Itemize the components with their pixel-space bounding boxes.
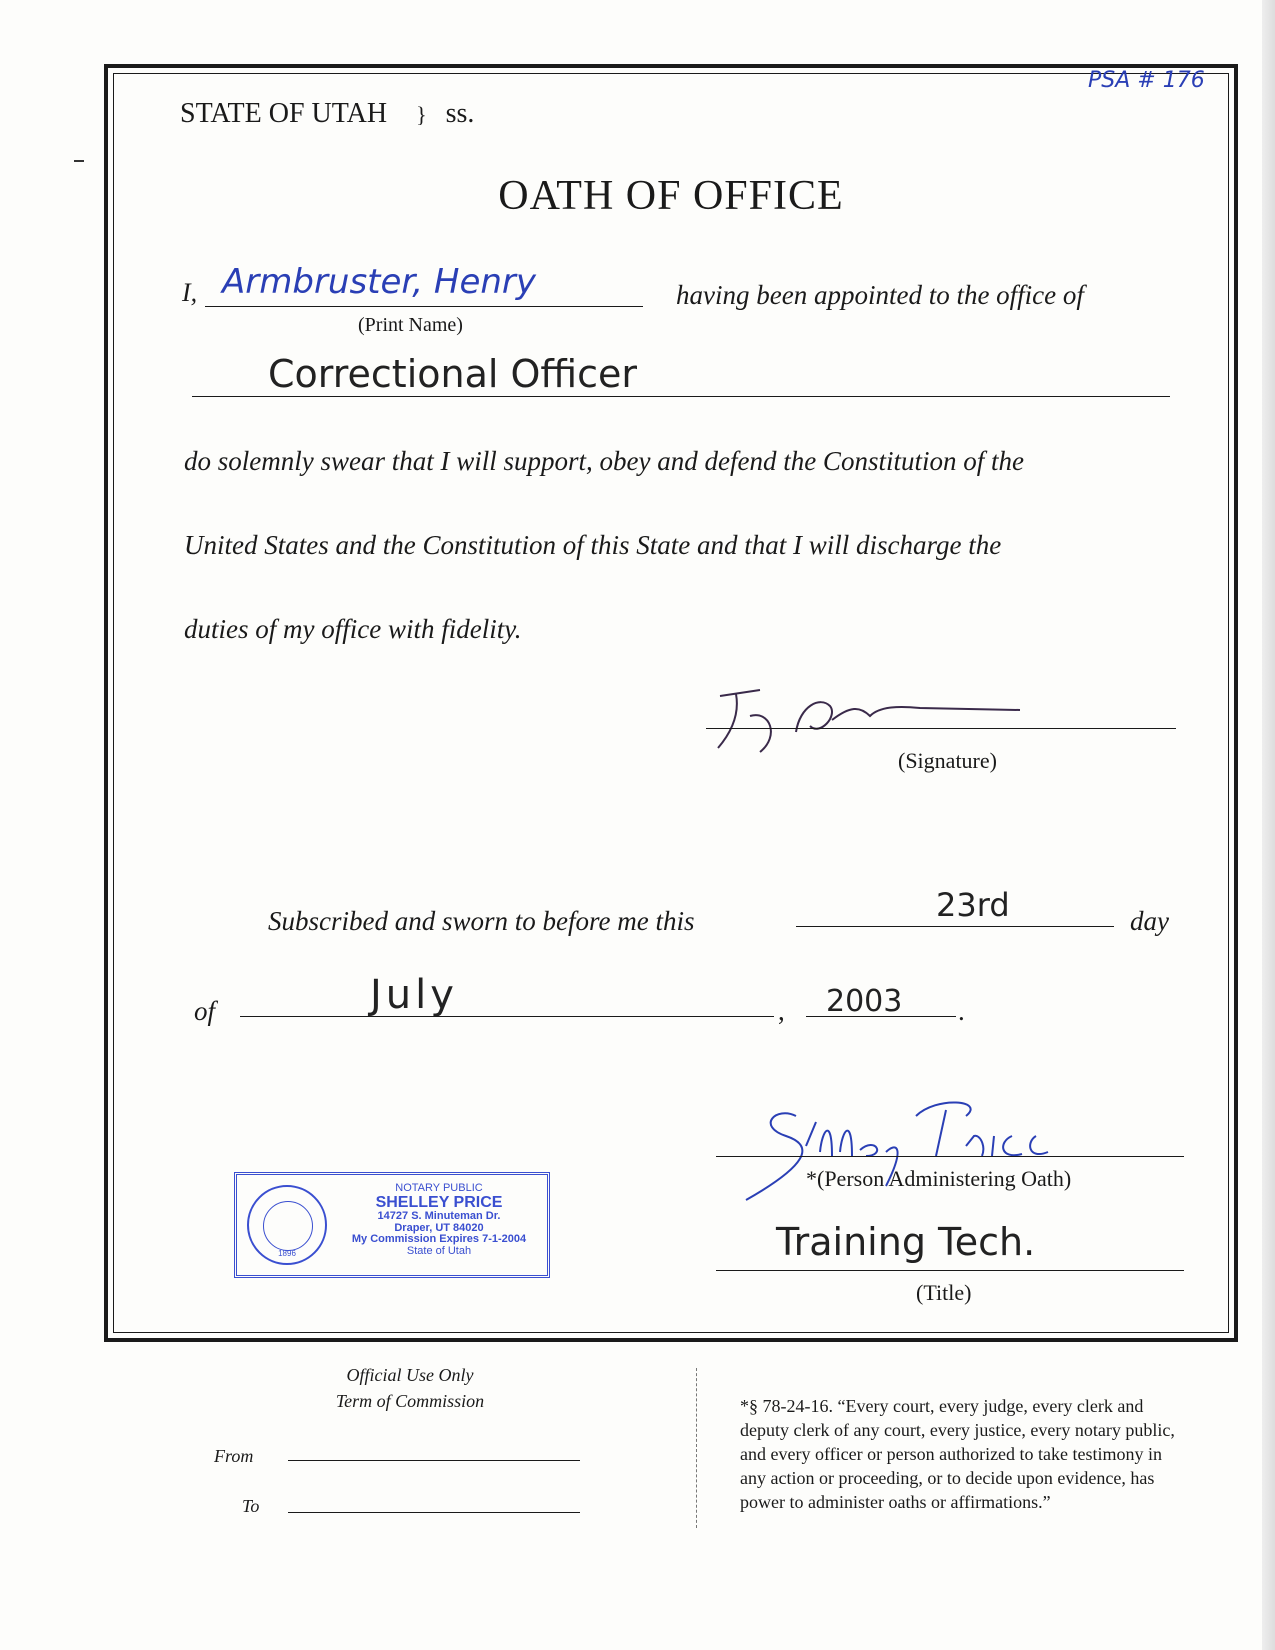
from-label: From (214, 1446, 254, 1466)
year-value: 2003 (826, 984, 903, 1019)
year-line (806, 1016, 956, 1017)
oath-line-1: do solemnly swear that I will support, obey and defend the Constitution of the (184, 446, 1024, 476)
subscribed-text: Subscribed and sworn to before me this (268, 906, 695, 936)
notary-stamp (234, 1172, 550, 1278)
signature-label: (Signature) (898, 748, 997, 773)
day-label: day (1130, 906, 1169, 936)
period: . (958, 996, 965, 1026)
name-line (205, 306, 643, 307)
appointed-text: having been appointed to the office of (676, 280, 1084, 310)
print-name-label: (Print Name) (358, 314, 463, 336)
administrator-line (716, 1156, 1184, 1157)
state-seal-icon: 1896 (247, 1185, 327, 1265)
day-line (796, 926, 1114, 927)
title-label: (Title) (916, 1280, 972, 1305)
title-line (716, 1270, 1184, 1271)
scan-speck (74, 160, 84, 162)
stamp-line-5: My Commission Expires 7-1-2004 (351, 1233, 527, 1246)
from-line (288, 1460, 580, 1461)
official-use-block (270, 1362, 550, 1414)
official-use-label: Official Use Only (346, 1365, 474, 1385)
file-number: PSA # 176 (1088, 68, 1205, 93)
page-title: OATH OF OFFICE (498, 173, 844, 219)
statute-line-2: deputy clerk of any court, every justice, every notary public, (740, 1420, 1175, 1440)
stamp-line-2: SHELLEY PRICE (375, 1193, 503, 1211)
month-value: July (370, 972, 458, 1018)
statute-line-3: and every officer or person authorized to take testimony in (740, 1444, 1163, 1464)
statute-line-1: *§ 78-24-16. “Every court, every judge, every clerk and (740, 1396, 1144, 1416)
term-label: Term of Commission (335, 1391, 485, 1411)
i-prefix: I, (182, 278, 198, 307)
comma: , (778, 996, 785, 1026)
administering-label: *(Person Administering Oath) (806, 1166, 1072, 1191)
office-value: Correctional Officer (268, 352, 638, 396)
printed-name: Armbruster, Henry (222, 262, 537, 302)
day-value: 23rd (936, 886, 1010, 924)
office-line (192, 396, 1170, 397)
page-edge-shadow (1262, 0, 1275, 1650)
stamp-line-1: NOTARY PUBLIC (395, 1182, 483, 1194)
statute-line-5: power to administer oaths or affirmations.” (740, 1492, 1051, 1512)
signature-line (706, 728, 1176, 729)
statute-line-4: any action or proceeding, or to decide upon evidence, has (740, 1468, 1155, 1488)
state-line: STATE OF UTAH } ss. (180, 98, 475, 129)
title-value: Training Tech. (776, 1220, 1036, 1264)
to-line (288, 1512, 580, 1513)
footer-divider (696, 1368, 697, 1528)
stamp-line-3: 14727 S. Minuteman Dr. (377, 1210, 501, 1223)
oath-line-2: United States and the Constitution of this State and that I will discharge the (184, 530, 1002, 560)
month-line (240, 1016, 774, 1017)
oath-line-3: duties of my office with fidelity. (184, 614, 522, 644)
stamp-line-4: Draper, UT 84020 (394, 1221, 484, 1234)
to-label: To (242, 1496, 260, 1516)
of-label: of (194, 996, 216, 1026)
stamp-line-6: State of Utah (406, 1244, 472, 1257)
statute-text (740, 1394, 1175, 1514)
